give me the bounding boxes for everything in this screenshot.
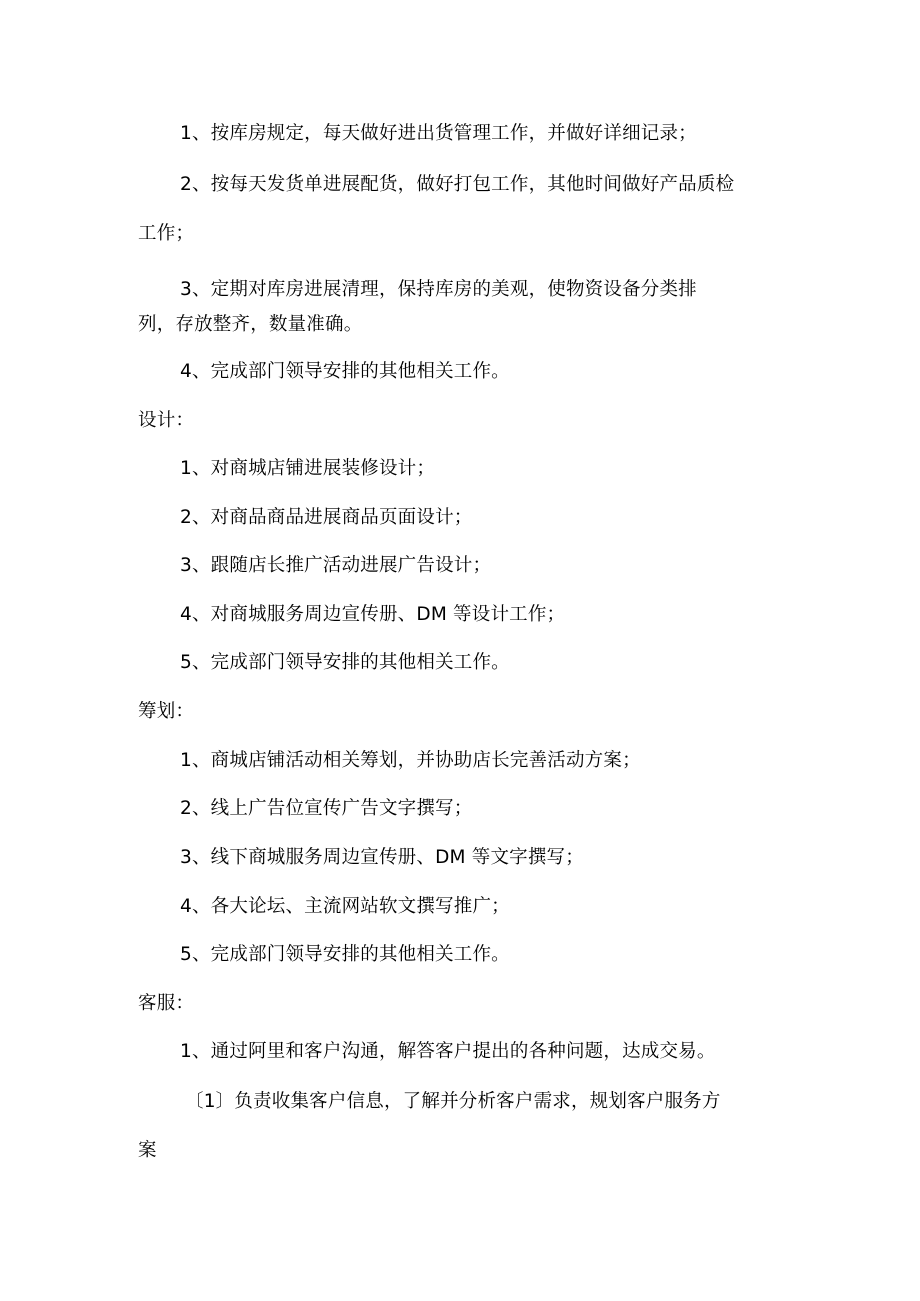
- planning-heading: 筹划：: [138, 701, 195, 722]
- warehouse-item-1: 1、按库房规定，每天做好进出货管理工作，并做好详细记录；: [180, 123, 697, 144]
- design-item-4: 4、对商城服务周边宣传册、DM 等设计工作；: [180, 604, 566, 625]
- customer-service-subitem-1-cont: 案: [138, 1140, 157, 1161]
- customer-service-subitem-1: 〔1〕负责收集客户信息，了解并分析客户需求，规划客户服务方: [185, 1091, 721, 1112]
- warehouse-item-3: 3、定期对库房进展清理，保持库房的美观，使物资设备分类排: [180, 279, 697, 300]
- design-item-3: 3、跟随店长推广活动进展广告设计；: [180, 555, 492, 576]
- planning-item-5: 5、完成部门领导安排的其他相关工作。: [180, 944, 510, 965]
- planning-item-1: 1、商城店铺活动相关筹划，并协助店长完善活动方案；: [180, 750, 641, 771]
- warehouse-item-3-cont: 列，存放整齐，数量准确。: [138, 314, 363, 335]
- warehouse-item-2-cont: 工作；: [138, 223, 195, 244]
- planning-item-4: 4、各大论坛、主流网站软文撰写推广；: [180, 896, 510, 917]
- design-item-1: 1、对商城店铺进展装修设计；: [180, 458, 436, 479]
- design-heading: 设计：: [138, 410, 195, 431]
- customer-service-item-1: 1、通过阿里和客户沟通，解答客户提出的各种问题，达成交易。: [180, 1041, 716, 1062]
- design-item-2: 2、对商品商品进展商品页面设计；: [180, 507, 473, 528]
- warehouse-item-4: 4、完成部门领导安排的其他相关工作。: [180, 361, 510, 382]
- design-item-5: 5、完成部门领导安排的其他相关工作。: [180, 652, 510, 673]
- warehouse-item-2: 2、按每天发货单进展配货，做好打包工作，其他时间做好产品质检: [180, 174, 735, 195]
- planning-item-3: 3、线下商城服务周边宣传册、DM 等文字撰写；: [180, 847, 584, 868]
- planning-item-2: 2、线上广告位宣传广告文字撰写；: [180, 798, 473, 819]
- customer-service-heading: 客服：: [138, 993, 195, 1014]
